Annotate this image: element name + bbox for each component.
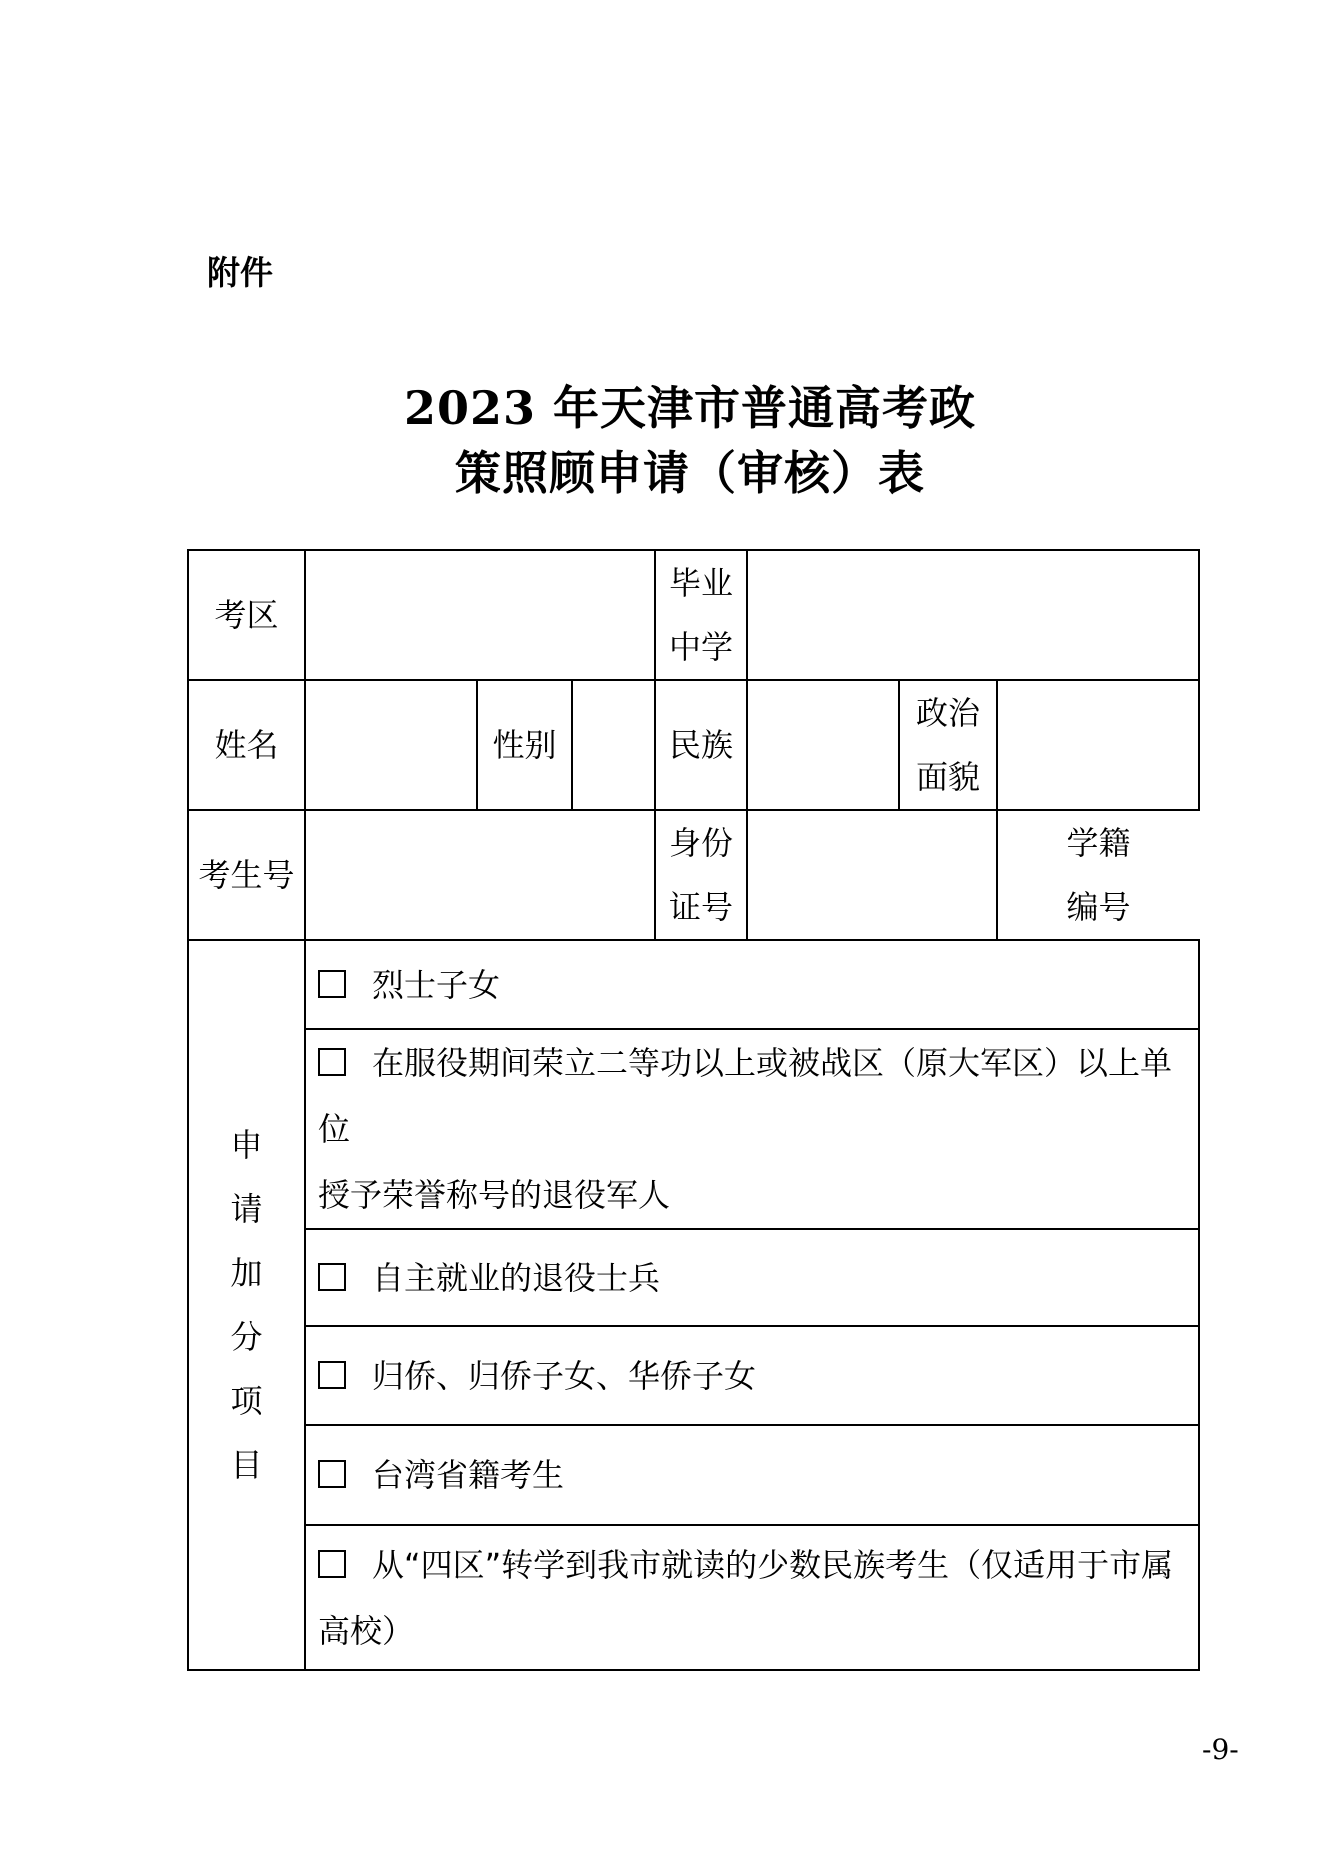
exam-number-field[interactable] <box>305 810 655 940</box>
exam-number-label: 考生号 <box>188 810 305 940</box>
form-title-line2: 策照顾申请（审核）表 <box>455 446 925 500</box>
gender-field[interactable] <box>572 680 655 810</box>
option-label: 在服役期间荣立二等功以上或被战区（原大军区）以上单位 <box>318 1044 1173 1148</box>
option-row <box>188 1425 1199 1525</box>
option-label: 从“四区”转学到我市就读的少数民族考生（仅适用于市属 <box>372 1545 1174 1584</box>
option-overseas-chinese <box>305 1326 1199 1425</box>
grad-school-label-line2: 中学 <box>669 628 734 666</box>
student-number-label-line1: 学籍 <box>1066 824 1131 862</box>
attachment-label: 附件 <box>207 253 273 292</box>
checkbox[interactable] <box>318 1361 346 1389</box>
grad-school-label <box>655 550 747 680</box>
bonus-items-label <box>188 940 305 1670</box>
form-row-area-school <box>188 550 1199 680</box>
option-martyr-children <box>305 940 1199 1029</box>
exam-area-label: 考区 <box>188 550 305 680</box>
ethnicity-label: 民族 <box>655 680 747 810</box>
form-title-line1: 2023 年天津市普通高考政 <box>403 381 977 435</box>
political-status-label <box>899 680 997 810</box>
option-row <box>188 1229 1199 1326</box>
option-label: 烈士子女 <box>372 965 501 1004</box>
bonus-label-char: 目 <box>230 1446 263 1484</box>
option-label: 自主就业的退役士兵 <box>372 1258 661 1297</box>
grad-school-label-line1: 毕业 <box>669 564 734 602</box>
bonus-label-char: 项 <box>230 1382 263 1420</box>
option-row <box>188 1525 1199 1670</box>
option-taiwan-candidates <box>305 1425 1199 1525</box>
option-row <box>188 940 1199 1029</box>
option-retired-soldiers <box>305 1229 1199 1326</box>
checkbox[interactable] <box>318 1263 346 1291</box>
option-label-continued: 授予荣誉称号的退役军人 <box>318 1176 671 1214</box>
political-status-field[interactable] <box>997 680 1199 810</box>
bonus-label-char: 加 <box>230 1254 263 1292</box>
option-label-continued: 高校） <box>318 1611 415 1650</box>
political-status-label-line1: 政治 <box>916 694 981 732</box>
gender-label: 性别 <box>477 680 572 810</box>
grad-school-field[interactable] <box>747 550 1199 680</box>
option-row <box>188 1029 1199 1229</box>
checkbox[interactable] <box>318 1460 346 1488</box>
option-label: 台湾省籍考生 <box>372 1456 565 1494</box>
student-number-label-line2: 编号 <box>1066 888 1131 926</box>
checkbox[interactable] <box>318 1550 346 1578</box>
form-row-ids <box>188 810 1199 940</box>
student-number-label <box>997 810 1199 940</box>
bonus-label-char: 申 <box>230 1126 263 1164</box>
checkbox[interactable] <box>318 970 346 998</box>
checkbox[interactable] <box>318 1048 346 1076</box>
application-form-table <box>187 549 1200 1671</box>
option-row <box>188 1326 1199 1425</box>
option-four-regions-minority <box>305 1525 1199 1670</box>
id-number-label <box>655 810 747 940</box>
exam-area-field[interactable] <box>305 550 655 680</box>
page-number: -9- <box>1202 1733 1239 1766</box>
id-number-field[interactable] <box>747 810 997 940</box>
id-number-label-line1: 身份 <box>669 824 734 862</box>
bonus-label-char: 分 <box>230 1318 263 1356</box>
bonus-label-char: 请 <box>230 1190 263 1228</box>
ethnicity-field[interactable] <box>747 680 899 810</box>
option-merit-veterans <box>305 1029 1199 1229</box>
id-number-label-line2: 证号 <box>669 888 734 926</box>
form-row-personal <box>188 680 1199 810</box>
name-label: 姓名 <box>188 680 305 810</box>
option-label: 归侨、归侨子女、华侨子女 <box>372 1356 757 1395</box>
name-field[interactable] <box>305 680 477 810</box>
political-status-label-line2: 面貌 <box>916 758 981 796</box>
